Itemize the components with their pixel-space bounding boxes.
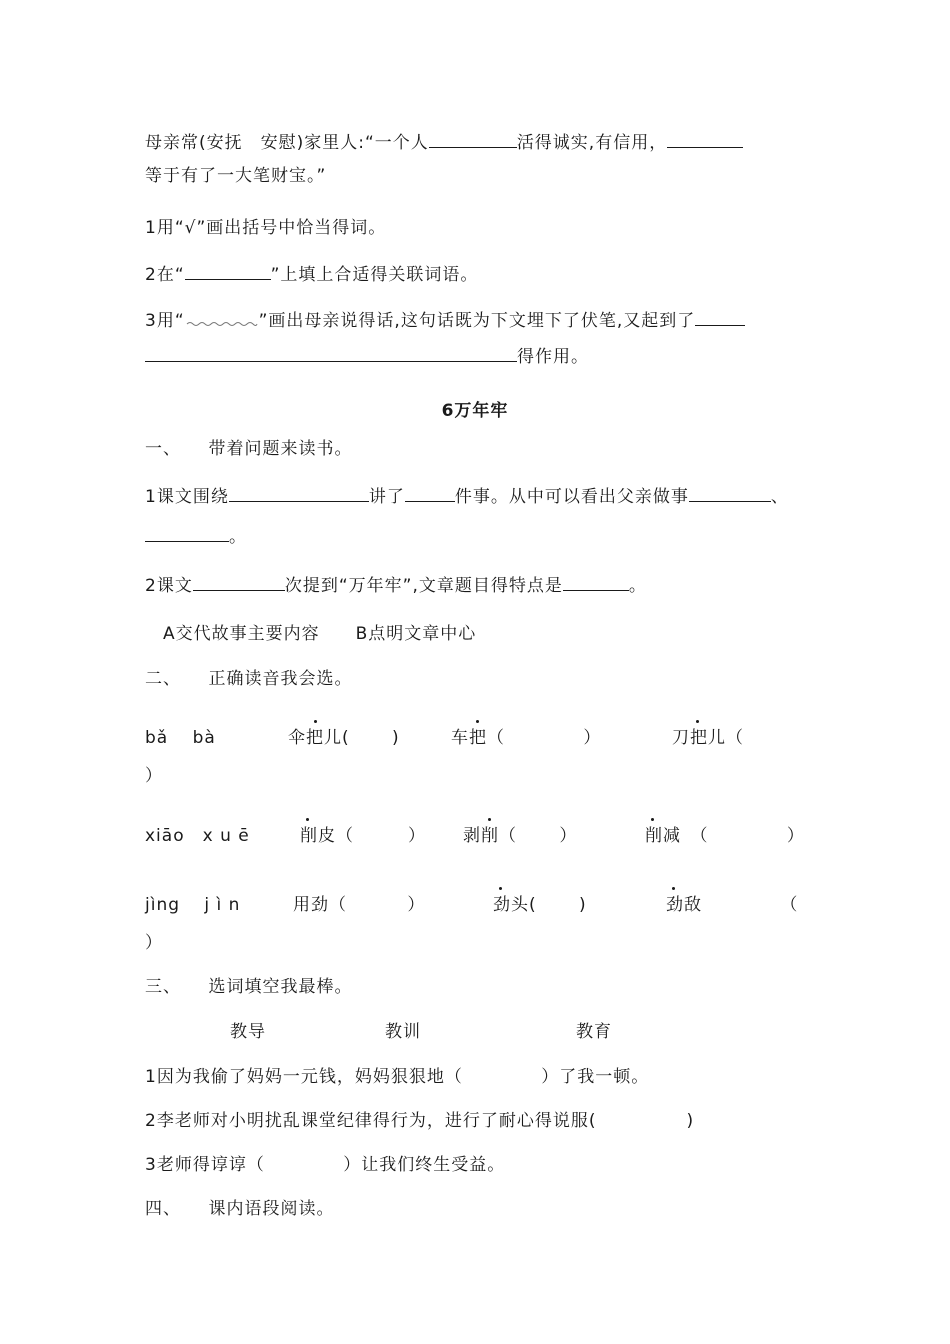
answer-blank[interactable] (667, 129, 743, 148)
word-bo-xue: 剥削（ ） (463, 826, 578, 846)
word-dao-ba-er: 刀把儿（ (672, 728, 744, 748)
emphasis-dot (696, 720, 699, 723)
section-1-heading: 一、 带着问题来读书。 (145, 439, 353, 459)
pinyin-options-xue: xiāo x u ē (145, 826, 250, 846)
word-san-ba-er: 伞把儿( ) (288, 728, 400, 748)
question-text: 。 (628, 576, 647, 596)
question-3-line-2 (145, 343, 589, 368)
question-2 (145, 261, 478, 286)
section-3-heading: 三、 选词填空我最棒。 (145, 977, 353, 997)
word-choice-1: 教导 (230, 1022, 266, 1042)
lesson-title: 6万年牢 (441, 401, 509, 421)
pinyin-options-ba: bǎ bà (145, 728, 216, 748)
question-text: ”上填上合适得关联词语。 (270, 265, 479, 285)
section-3-question-3: 3老师得谆谆（ ）让我们终生受益。 (145, 1155, 506, 1175)
emphasis-dot (476, 720, 479, 723)
question-text: 2课文 (145, 576, 193, 596)
answer-blank[interactable] (145, 523, 229, 542)
section-1-question-1 (145, 483, 789, 508)
word-xue-jian: 削减 （ ） (645, 826, 805, 846)
section-1-options: A交代故事主要内容 B点明文章中心 (163, 624, 477, 644)
question-text: 。 (229, 527, 247, 547)
word-jin-di: 劲敌 （ (666, 895, 799, 915)
answer-blank[interactable] (145, 343, 517, 362)
question-text: 2在“ (145, 265, 185, 285)
section-1-question-2 (145, 572, 647, 597)
section-3-question-2: 2李老师对小明扰乱课堂纪律得行为，进行了耐心得说服( ) (145, 1111, 695, 1131)
passage-text: 活得诚实,有信用， (516, 133, 668, 153)
answer-blank[interactable] (229, 483, 369, 502)
question-text: ”画出母亲说得话,这句话既为下文埋下了伏笔,又起到了 (258, 311, 696, 331)
bracket-close: ） (145, 766, 163, 786)
question-text: 件事。从中可以看出父亲做事 (454, 487, 689, 507)
emphasis-dot (488, 818, 491, 821)
question-text: 3用“ (145, 311, 185, 331)
question-text: 1课文围绕 (145, 487, 229, 507)
word-choice-3: 教育 (576, 1022, 612, 1042)
emphasis-dot (672, 887, 675, 890)
answer-blank[interactable] (689, 483, 771, 502)
section-1-question-1-line-2 (145, 523, 247, 548)
answer-blank[interactable] (193, 572, 285, 591)
question-text: 、 (770, 487, 789, 507)
emphasis-dot (314, 720, 317, 723)
wavy-underline-sample (185, 310, 259, 326)
section-3-question-1: 1因为我偷了妈妈一元钱，妈妈狠狠地（ ）了我一顿。 (145, 1067, 650, 1087)
question-text: 得作用。 (517, 347, 589, 367)
word-choice-2: 教训 (385, 1022, 421, 1042)
emphasis-dot (499, 887, 502, 890)
passage-text: 母亲常(安抚 安慰)家里人:“一个人 (145, 133, 429, 153)
section-2-heading: 二、 正确读音我会选。 (145, 669, 353, 689)
question-text: 次提到“万年牢”,文章题目得特点是 (284, 576, 563, 596)
word-jin-tou: 劲头( ) (493, 895, 587, 915)
question-1: 1用“√”画出括号中恰当得词。 (145, 218, 387, 238)
answer-blank[interactable] (695, 307, 745, 326)
pinyin-options-jin: jìng j ì n (145, 895, 241, 915)
sample-blank (185, 261, 271, 280)
bracket-close: ） (145, 933, 163, 953)
word-che-ba: 车把（ ） (451, 728, 602, 748)
answer-blank[interactable] (405, 483, 455, 502)
passage-line-1 (145, 129, 743, 154)
answer-blank[interactable] (429, 129, 517, 148)
question-3 (145, 307, 745, 332)
emphasis-dot (651, 818, 654, 821)
section-4-heading: 四、 课内语段阅读。 (145, 1199, 335, 1219)
answer-blank[interactable] (563, 572, 629, 591)
emphasis-dot (306, 818, 309, 821)
passage-line-2: 等于有了一大笔财宝。” (145, 166, 327, 186)
word-yong-jin: 用劲（ ） (293, 895, 426, 915)
word-xue-pi: 削皮（ ） (300, 826, 426, 846)
question-text: 讲了 (368, 487, 405, 507)
